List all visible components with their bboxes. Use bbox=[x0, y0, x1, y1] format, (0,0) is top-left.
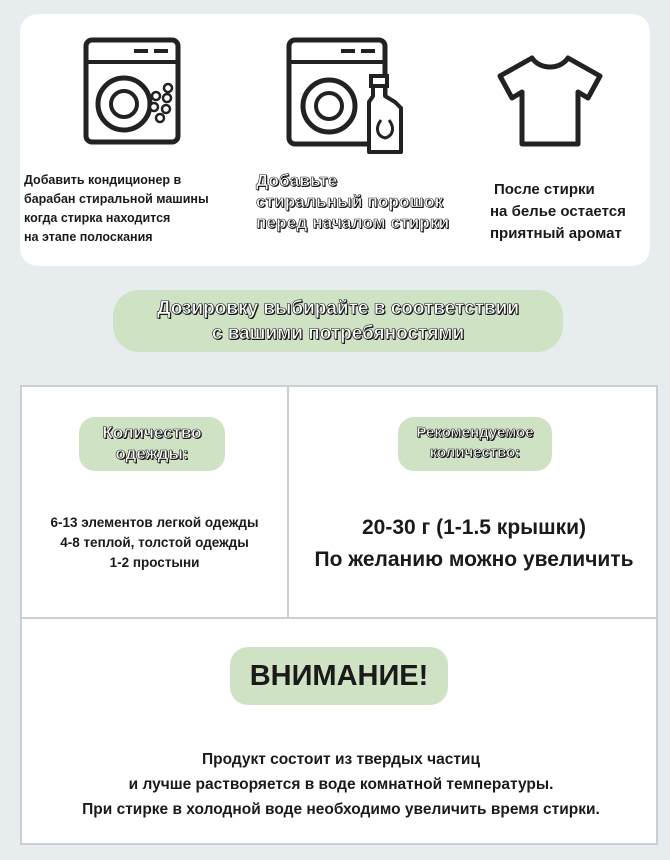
step-1-line: когда стирка находится bbox=[24, 211, 171, 225]
header-line: количество: bbox=[429, 444, 521, 461]
quantity-value: 1-2 простыни bbox=[109, 555, 200, 570]
recommended-value: По желанию можно увеличить bbox=[314, 548, 634, 571]
attention-title: ВНИМАНИЕ! bbox=[230, 647, 448, 705]
step-3-line: После стирки bbox=[494, 181, 595, 198]
steps-card bbox=[20, 14, 650, 266]
dosage-banner-line: с вашими потребяностями bbox=[211, 323, 465, 344]
attention-note bbox=[22, 747, 660, 822]
step-1-line: Добавить кондиционер в bbox=[24, 173, 182, 187]
washing-machine-detergent-icon bbox=[285, 36, 425, 156]
header-line: Рекомендуемое bbox=[416, 424, 534, 441]
attention-line: Продукт состоит из твердых частиц bbox=[201, 751, 480, 768]
clothes-quantity-values bbox=[22, 513, 287, 573]
dosage-table bbox=[20, 385, 658, 845]
step-1-text bbox=[24, 171, 264, 247]
step-2-line: Добавьте bbox=[256, 171, 338, 190]
recommended-value: 20-30 г (1-1.5 крышки) bbox=[361, 516, 586, 539]
recommended-amount-header bbox=[398, 417, 552, 471]
step-2-line: перед началом стирки bbox=[256, 213, 450, 232]
row-divider bbox=[22, 617, 656, 619]
column-divider bbox=[287, 387, 289, 617]
dosage-banner-line: Дозировку выбирайте в соответствии bbox=[156, 298, 520, 319]
step-1-line: барабан стиральной машины bbox=[24, 192, 209, 206]
recommended-amount-values bbox=[289, 512, 659, 576]
attention-line: и лучше растворяется в воде комнатной температуры. bbox=[128, 776, 554, 793]
clothes-quantity-header bbox=[79, 417, 225, 471]
step-3-line: приятный аромат bbox=[490, 225, 622, 242]
attention-line: При стирке в холодной воде необходимо увеличить время стирки. bbox=[82, 801, 600, 818]
t-shirt-icon bbox=[496, 52, 604, 148]
quantity-value: 6-13 элементов легкой одежды bbox=[50, 515, 259, 530]
step-3-line: на белье остается bbox=[490, 203, 626, 220]
step-2-text bbox=[256, 170, 496, 233]
step-3-text bbox=[490, 179, 660, 245]
step-2-line: стиральный порошок bbox=[256, 192, 444, 211]
header-line: одежды: bbox=[115, 444, 189, 463]
header-line: Количество bbox=[102, 423, 202, 442]
quantity-value: 4-8 теплой, толстой одежды bbox=[60, 535, 249, 550]
step-1-line: на этапе полоскания bbox=[24, 230, 153, 244]
dosage-banner bbox=[113, 290, 563, 352]
washing-machine-icon bbox=[82, 36, 182, 146]
